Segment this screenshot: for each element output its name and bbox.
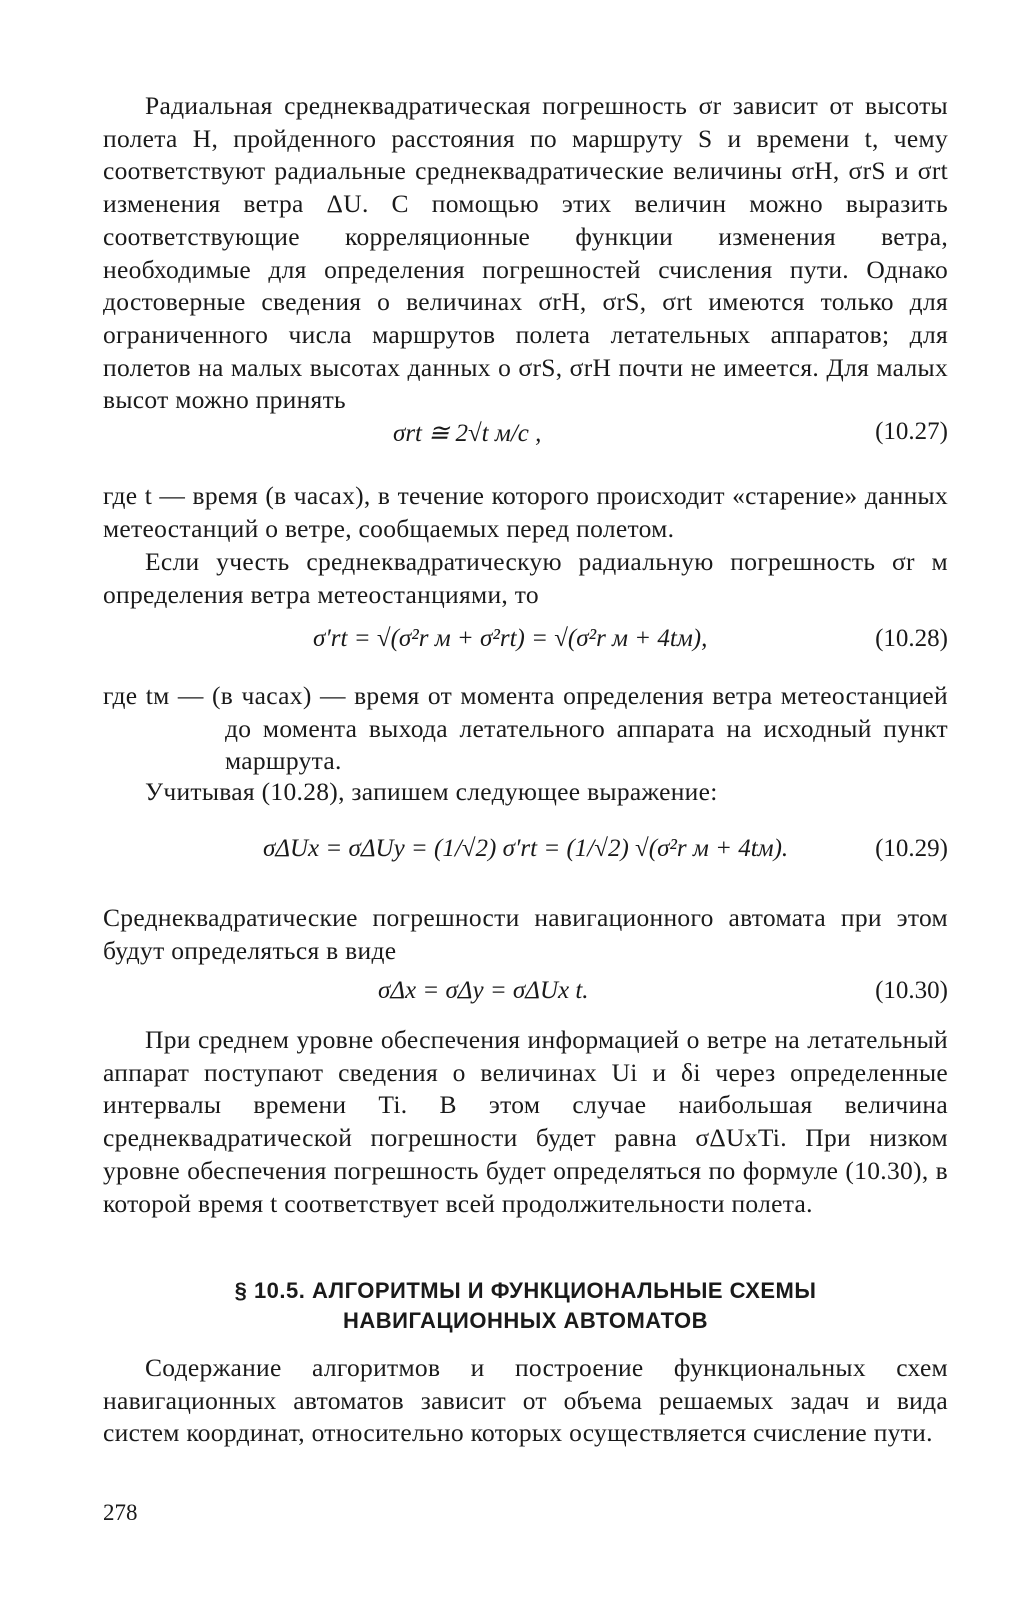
formula-10-28 [103, 625, 948, 675]
paragraph-tm-definition [103, 680, 948, 778]
paragraph-text: При среднем уровне обеспечения информацией о ветре на летательный аппарат поступают сведения о величинах Ui и δi через определенные интервалы времени Ti. В этом случае наибольшая величина среднеквадратической погрешности будет равна σΔUxTi. При низком уровне обеспечения погрешность будет определяться по формуле (10.30), в которой время t соответствует всей продолжительности полета. [103, 1025, 948, 1218]
formula-10-27 [103, 418, 948, 468]
formula-expression: σΔUx = σΔUy = (1/√2) σ′rt = (1/√2) √(σ²r м + 4tм). [263, 835, 789, 862]
formula-expression: σΔx = σΔy = σΔUx t. [378, 977, 589, 1004]
page-number: 278 [103, 1500, 138, 1525]
paragraph-radial-error [103, 90, 948, 417]
paragraph-wind-info-levels [103, 1024, 948, 1220]
paragraph-text: где t — время (в часах), в течение которого происходит «старение» данных метеостанций о ветре, сообщаемых перед полетом. [103, 481, 948, 543]
formula-10-29 [103, 835, 948, 885]
paragraph-algorithms [103, 1352, 948, 1450]
paragraph-automaton-errors [103, 902, 948, 967]
paragraph-text: Радиальная среднеквадратическая погрешность σr зависит от высоты полета H, пройденного расстояния по маршруту S и времени t, чему соответствуют радиальные среднеквадратические величины σrH, σrS и σrt изменения ветра ΔU. С помощью этих величин можно выразить соответствующие корреляционные функции изменения ветра, необходимые для определения погрешностей счисления пути. Однако достоверные сведения о величинах σrH, σrS, σrt имеются только для ограниченного числа маршрутов полета летательных аппаратов; для полетов на малых высотах данных о σrS, σrH почти не имеется. Для малых высот можно принять [103, 91, 948, 415]
paragraph-time-definition [103, 480, 948, 545]
paragraph-taking-into-account [103, 776, 948, 809]
formula-number: (10.29) [875, 835, 948, 862]
paragraph-text: Содержание алгоритмов и построение функциональных схем навигационных автоматов зависит от объема решаемых задач и вида систем координат, относительно которых осуществляется счисление пути. [103, 1353, 948, 1448]
section-heading [103, 1276, 948, 1336]
formula-10-30 [103, 977, 948, 1027]
section-heading-line-1: § 10.5. АЛГОРИТМЫ И ФУНКЦИОНАЛЬНЫЕ СХЕМЫ [234, 1278, 817, 1303]
formula-number: (10.27) [875, 418, 948, 445]
paragraph-text: Если учесть среднеквадратическую радиальную погрешность σr м определения ветра метеостанциями, то [103, 547, 948, 609]
formula-expression: σrt ≅ 2√t м/с , [393, 420, 542, 447]
formula-number: (10.30) [875, 977, 948, 1004]
paragraph-text: Среднеквадратические погрешности навигационного автомата при этом будут определяться в виде [103, 903, 948, 965]
formula-expression: σ′rt = √(σ²r м + σ²rt) = √(σ²r м + 4tм), [313, 625, 708, 652]
formula-number: (10.28) [875, 625, 948, 652]
paragraph-text: Учитывая (10.28), запишем следующее выражение: [145, 777, 718, 806]
paragraph-text: где tм — (в часах) — время от момента определения ветра метеостанцией до момента выхода летательного аппарата на исходный пункт маршрута. [103, 681, 948, 776]
section-heading-line-2: НАВИГАЦИОННЫХ АВТОМАТОВ [343, 1308, 708, 1333]
paragraph-meteo-error [103, 546, 948, 611]
